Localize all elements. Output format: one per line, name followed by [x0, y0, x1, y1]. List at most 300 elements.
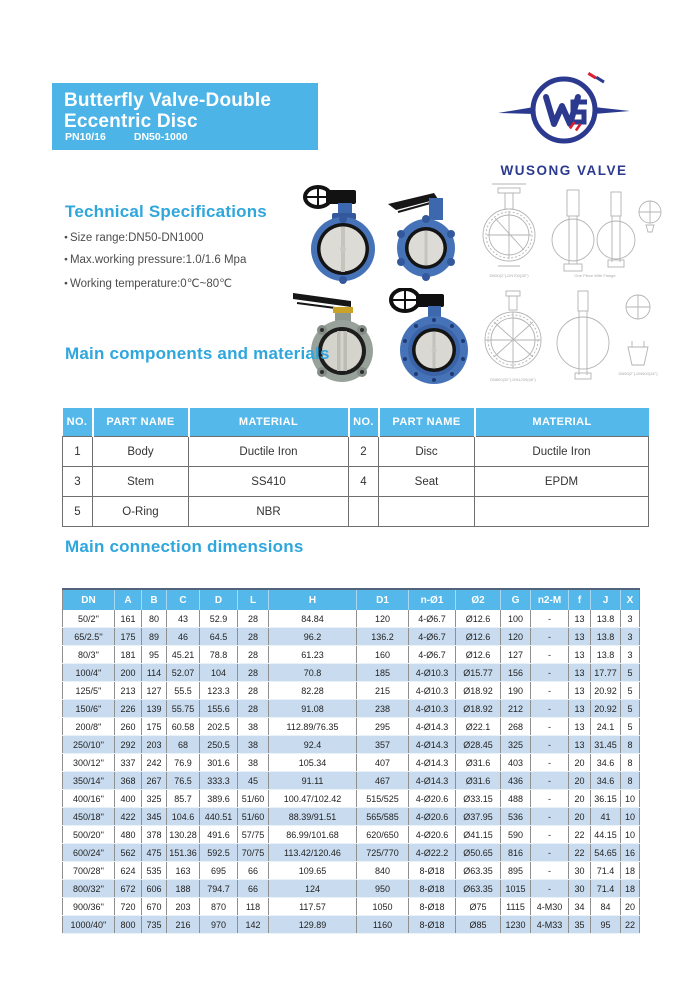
table-cell: 24.1 — [591, 718, 621, 736]
column-header: f — [569, 589, 591, 610]
table-cell: - — [531, 700, 569, 718]
table-cell: 50/2'' — [63, 610, 115, 628]
table-cell: 60.58 — [167, 718, 200, 736]
table-cell: 4-Ø14.3 — [409, 772, 456, 790]
column-header: D1 — [357, 589, 409, 610]
table-cell: Ø22.1 — [456, 718, 501, 736]
table-cell: 44.15 — [591, 826, 621, 844]
valve-drawing-bottom-icon — [468, 285, 665, 390]
table-cell: 950 — [357, 880, 409, 898]
table-cell: 70/75 — [238, 844, 269, 862]
table-cell: 1160 — [357, 916, 409, 934]
table-cell: 389.6 — [200, 790, 238, 808]
table-cell: 400 — [115, 790, 142, 808]
table-cell: 151.36 — [167, 844, 200, 862]
table-cell: Ø12.6 — [456, 628, 501, 646]
table-cell: 202.5 — [200, 718, 238, 736]
table-cell: 407 — [357, 754, 409, 772]
table-cell: Ø12.6 — [456, 610, 501, 628]
table-cell: 242 — [142, 754, 167, 772]
table-row — [63, 497, 649, 527]
table-cell: 325 — [142, 790, 167, 808]
column-header: C — [167, 589, 200, 610]
table-cell: 1000/40'' — [63, 916, 115, 934]
table-cell: 104.6 — [167, 808, 200, 826]
table-cell: 22 — [621, 916, 640, 934]
table-cell: 488 — [501, 790, 531, 808]
column-header: J — [591, 589, 621, 610]
table-cell: 28 — [238, 664, 269, 682]
table-cell: 216 — [167, 916, 200, 934]
table-cell: 129.89 — [269, 916, 357, 934]
table-cell: 125/5'' — [63, 682, 115, 700]
table-cell: 82.28 — [269, 682, 357, 700]
table-cell: - — [531, 682, 569, 700]
column-header: n-Ø1 — [409, 589, 456, 610]
rating-row — [65, 131, 188, 143]
table-cell: 91.08 — [269, 700, 357, 718]
table-cell: 71.4 — [591, 880, 621, 898]
table-cell: 422 — [115, 808, 142, 826]
table-cell: 13 — [569, 646, 591, 664]
table-cell: 13 — [569, 610, 591, 628]
table-cell: 590 — [501, 826, 531, 844]
table-cell: - — [531, 826, 569, 844]
table-cell: Ø41.15 — [456, 826, 501, 844]
technical-drawing-bottom — [468, 285, 665, 390]
table-cell: 89 — [142, 628, 167, 646]
table-cell: 104 — [200, 664, 238, 682]
table-cell: 735 — [142, 916, 167, 934]
column-header: D — [200, 589, 238, 610]
table-cell: 100/4'' — [63, 664, 115, 682]
table-cell: 8-Ø18 — [409, 880, 456, 898]
table-cell: 127 — [142, 682, 167, 700]
drawing-caption: DN800(32'')-DN1200(48'') — [490, 377, 536, 382]
table-row — [63, 718, 640, 736]
table-cell: 624 — [115, 862, 142, 880]
table-cell: 22 — [569, 826, 591, 844]
table-cell: 100 — [501, 610, 531, 628]
table-cell: 139 — [142, 700, 167, 718]
table-cell: 54.65 — [591, 844, 621, 862]
table-cell: 51/60 — [238, 790, 269, 808]
table-cell: 1015 — [501, 880, 531, 898]
table-cell: 70.8 — [269, 664, 357, 682]
table-cell: 436 — [501, 772, 531, 790]
table-cell: 8 — [621, 754, 640, 772]
table-cell: 4-Ø20.6 — [409, 790, 456, 808]
technical-drawing-top — [468, 180, 665, 285]
table-cell: 86.99/101.68 — [269, 826, 357, 844]
table-cell: 114 — [142, 664, 167, 682]
table-cell: 22 — [569, 844, 591, 862]
table-cell: 260 — [115, 718, 142, 736]
table-cell: 8-Ø18 — [409, 898, 456, 916]
table-cell: - — [531, 808, 569, 826]
table-cell: 76.5 — [167, 772, 200, 790]
table-cell: Ø63.35 — [456, 862, 501, 880]
table-cell: 5 — [621, 664, 640, 682]
table-cell: 46 — [167, 628, 200, 646]
table-cell: 95 — [591, 916, 621, 934]
table-cell: 190 — [501, 682, 531, 700]
table-cell: 295 — [357, 718, 409, 736]
table-cell: 4-Ø20.6 — [409, 808, 456, 826]
butterfly-valve-gear-image — [298, 183, 386, 286]
table-cell: 4-Ø22.2 — [409, 844, 456, 862]
table-cell: 606 — [142, 880, 167, 898]
table-row — [63, 808, 640, 826]
table-cell: Ø75 — [456, 898, 501, 916]
drawing-caption: DN50(2'')-DN700(28'') — [489, 273, 529, 278]
table-cell: 13.8 — [591, 610, 621, 628]
table-cell: 700/28'' — [63, 862, 115, 880]
table-cell: 91.11 — [269, 772, 357, 790]
table-cell: 64.5 — [200, 628, 238, 646]
table-cell: - — [531, 772, 569, 790]
table-cell: 96.2 — [269, 628, 357, 646]
table-cell: Ø63.35 — [456, 880, 501, 898]
wusong-logo-icon — [488, 66, 640, 158]
table-cell: Seat — [379, 467, 475, 497]
butterfly-valve-lever-image — [388, 190, 460, 286]
table-cell: Disc — [379, 437, 475, 467]
table-cell: 900/36'' — [63, 898, 115, 916]
column-header: MATERIAL — [189, 408, 349, 437]
table-cell: 163 — [167, 862, 200, 880]
table-cell: 400/16'' — [63, 790, 115, 808]
table-cell: 4-Ø10.3 — [409, 664, 456, 682]
table-cell: 720 — [115, 898, 142, 916]
butterfly-valve-flanged-image — [388, 288, 476, 388]
table-cell: 500/20'' — [63, 826, 115, 844]
table-cell: 30 — [569, 880, 591, 898]
table-cell: 80 — [142, 610, 167, 628]
table-cell: 215 — [357, 682, 409, 700]
table-cell: Ductile Iron — [475, 437, 649, 467]
table-cell: 118 — [238, 898, 269, 916]
table-cell: - — [531, 664, 569, 682]
column-header: n2-M — [531, 589, 569, 610]
table-cell: 5 — [621, 718, 640, 736]
table-row — [63, 862, 640, 880]
column-header: NO. — [63, 408, 93, 437]
table-cell: 18 — [621, 880, 640, 898]
spec-item: ● Working temperature:0℃~80℃ — [64, 276, 246, 290]
table-cell: 4-Ø14.3 — [409, 754, 456, 772]
table-cell: 794.7 — [200, 880, 238, 898]
table-cell: 670 — [142, 898, 167, 916]
table-cell: 3 — [621, 628, 640, 646]
table-cell — [349, 497, 379, 527]
table-cell: 345 — [142, 808, 167, 826]
table-cell: 3 — [621, 646, 640, 664]
column-header: B — [142, 589, 167, 610]
table-cell: 35 — [569, 916, 591, 934]
table-cell: 13 — [569, 718, 591, 736]
table-row — [63, 467, 649, 497]
table-cell: 85.7 — [167, 790, 200, 808]
table-cell: 136.2 — [357, 628, 409, 646]
table-cell: 84 — [591, 898, 621, 916]
table-cell: Ø31.6 — [456, 754, 501, 772]
column-header: H — [269, 589, 357, 610]
table-cell: 31.45 — [591, 736, 621, 754]
table-cell: 175 — [115, 628, 142, 646]
butterfly-valve-lever-gray-image — [293, 283, 388, 386]
table-cell: 124 — [269, 880, 357, 898]
table-cell: 203 — [142, 736, 167, 754]
table-cell: 3 — [63, 467, 93, 497]
table-cell: 562 — [115, 844, 142, 862]
company-logo — [488, 66, 640, 178]
table-cell: 325 — [501, 736, 531, 754]
dimensions-header-row — [63, 589, 640, 610]
table-cell: - — [531, 646, 569, 664]
table-cell: 250.5 — [200, 736, 238, 754]
table-cell: 160 — [357, 646, 409, 664]
table-cell: - — [531, 610, 569, 628]
table-row — [63, 790, 640, 808]
table-cell: 8 — [621, 736, 640, 754]
page-title-line1: Butterfly Valve-Double — [64, 90, 272, 111]
components-table — [62, 408, 649, 527]
table-cell: 155.6 — [200, 700, 238, 718]
table-cell: 212 — [501, 700, 531, 718]
column-header: L — [238, 589, 269, 610]
drawing-caption: One Piece With Flange — [574, 273, 616, 278]
table-cell: - — [531, 628, 569, 646]
table-cell: SS410 — [189, 467, 349, 497]
pressure-rating: PN10/16 — [65, 131, 106, 143]
table-cell: 55.75 — [167, 700, 200, 718]
table-cell: 357 — [357, 736, 409, 754]
table-cell: - — [531, 844, 569, 862]
table-cell: 5 — [621, 700, 640, 718]
table-cell: 52.07 — [167, 664, 200, 682]
table-cell: 13 — [569, 664, 591, 682]
table-cell: 203 — [167, 898, 200, 916]
table-cell: 17.77 — [591, 664, 621, 682]
table-cell: 16 — [621, 844, 640, 862]
table-cell: - — [531, 754, 569, 772]
table-cell: 337 — [115, 754, 142, 772]
drawing-caption: DN50(2'')-DN600(24'') — [618, 371, 658, 376]
table-cell: 200/8'' — [63, 718, 115, 736]
table-cell: 4-Ø10.3 — [409, 700, 456, 718]
table-cell: 41 — [591, 808, 621, 826]
table-cell — [379, 497, 475, 527]
column-header: PART NAME — [379, 408, 475, 437]
spec-list — [64, 232, 246, 300]
table-cell: - — [531, 790, 569, 808]
table-cell: 28 — [238, 610, 269, 628]
table-cell: 28 — [238, 700, 269, 718]
components-heading: Main components and materials — [65, 344, 330, 363]
table-cell: 10 — [621, 826, 640, 844]
table-row — [63, 437, 649, 467]
table-cell: Ø15.77 — [456, 664, 501, 682]
table-cell: 620/650 — [357, 826, 409, 844]
table-cell: 150/6'' — [63, 700, 115, 718]
table-cell: 130.28 — [167, 826, 200, 844]
table-cell: 480 — [115, 826, 142, 844]
table-cell: Stem — [93, 467, 189, 497]
table-cell: 238 — [357, 700, 409, 718]
table-cell: 301.6 — [200, 754, 238, 772]
table-cell: 28 — [238, 628, 269, 646]
table-cell: 600/24'' — [63, 844, 115, 862]
table-cell: Ø85 — [456, 916, 501, 934]
table-cell: 120 — [357, 610, 409, 628]
table-row — [63, 700, 640, 718]
table-cell: Ductile Iron — [189, 437, 349, 467]
table-cell: 350/14'' — [63, 772, 115, 790]
dimensions-table — [62, 588, 640, 934]
column-header: Ø2 — [456, 589, 501, 610]
valve-drawing-top-icon — [468, 180, 665, 285]
table-row — [63, 664, 640, 682]
table-cell: 300/12'' — [63, 754, 115, 772]
column-header: DN — [63, 589, 115, 610]
table-cell: 250/10'' — [63, 736, 115, 754]
table-cell: 4-Ø10.3 — [409, 682, 456, 700]
table-cell: 800/32'' — [63, 880, 115, 898]
table-row — [63, 682, 640, 700]
table-row — [63, 898, 640, 916]
table-cell: 870 — [200, 898, 238, 916]
table-cell: 536 — [501, 808, 531, 826]
table-cell: 333.3 — [200, 772, 238, 790]
table-cell: 8 — [621, 772, 640, 790]
table-cell: 403 — [501, 754, 531, 772]
table-cell: 491.6 — [200, 826, 238, 844]
table-cell: 1050 — [357, 898, 409, 916]
table-row — [63, 646, 640, 664]
table-cell: - — [531, 718, 569, 736]
table-cell: 368 — [115, 772, 142, 790]
table-cell: 38 — [238, 736, 269, 754]
table-cell: 200 — [115, 664, 142, 682]
table-cell: 88.39/91.51 — [269, 808, 357, 826]
table-cell: 66 — [238, 880, 269, 898]
table-cell: 20 — [621, 898, 640, 916]
table-cell: 5 — [63, 497, 93, 527]
table-cell — [475, 497, 649, 527]
valve-photo-lever-blue — [388, 190, 460, 286]
table-cell: 71.4 — [591, 862, 621, 880]
table-cell: Body — [93, 437, 189, 467]
table-cell: 592.5 — [200, 844, 238, 862]
table-cell: Ø50.65 — [456, 844, 501, 862]
table-cell: 3 — [621, 610, 640, 628]
table-cell: 142 — [238, 916, 269, 934]
table-cell: 4 — [349, 467, 379, 497]
table-cell: 78.8 — [200, 646, 238, 664]
table-cell: 5 — [621, 682, 640, 700]
table-cell: 45 — [238, 772, 269, 790]
column-header: PART NAME — [93, 408, 189, 437]
table-cell: 34 — [569, 898, 591, 916]
table-cell: 226 — [115, 700, 142, 718]
table-cell: 725/770 — [357, 844, 409, 862]
table-cell: 34.6 — [591, 772, 621, 790]
column-header: MATERIAL — [475, 408, 649, 437]
table-cell: 378 — [142, 826, 167, 844]
table-cell: 117.57 — [269, 898, 357, 916]
table-cell: 840 — [357, 862, 409, 880]
table-cell: 18 — [621, 862, 640, 880]
table-cell: Ø37.95 — [456, 808, 501, 826]
table-cell: 4-Ø14.3 — [409, 718, 456, 736]
dimensions-heading: Main connection dimensions — [65, 537, 304, 556]
table-cell: 895 — [501, 862, 531, 880]
table-cell: 970 — [200, 916, 238, 934]
table-cell: 105.34 — [269, 754, 357, 772]
table-cell: 467 — [357, 772, 409, 790]
table-cell: 2 — [349, 437, 379, 467]
table-cell: 1 — [63, 437, 93, 467]
header-banner — [52, 83, 318, 150]
company-name: WUSONG VALVE — [500, 163, 628, 178]
table-cell: 8-Ø18 — [409, 862, 456, 880]
table-cell: 8-Ø18 — [409, 916, 456, 934]
table-cell: 28 — [238, 682, 269, 700]
column-header: NO. — [349, 408, 379, 437]
table-cell: 20 — [569, 808, 591, 826]
table-row — [63, 628, 640, 646]
table-cell: 156 — [501, 664, 531, 682]
table-cell: 43 — [167, 610, 200, 628]
table-cell: 4-Ø6.7 — [409, 628, 456, 646]
table-cell: 120 — [501, 628, 531, 646]
spec-item: ● Size range:DN50-DN1000 — [64, 232, 246, 244]
table-cell: 20 — [569, 772, 591, 790]
table-cell: 440.51 — [200, 808, 238, 826]
table-cell: 13 — [569, 628, 591, 646]
table-cell: Ø12.6 — [456, 646, 501, 664]
size-range-rating: DN50-1000 — [133, 131, 188, 143]
page-title-line2: Eccentric Disc — [64, 111, 198, 132]
table-cell: 76.9 — [167, 754, 200, 772]
table-cell: 112.89/76.35 — [269, 718, 357, 736]
table-cell: 10 — [621, 808, 640, 826]
table-cell: 4-M30 — [531, 898, 569, 916]
table-cell: 175 — [142, 718, 167, 736]
valve-photo-lever-gray — [293, 283, 388, 386]
table-cell: 515/525 — [357, 790, 409, 808]
table-cell: 4-M33 — [531, 916, 569, 934]
technical-specifications-heading: Technical Specifications — [65, 202, 267, 221]
table-cell: 1230 — [501, 916, 531, 934]
table-cell: 51/60 — [238, 808, 269, 826]
table-cell: 450/18'' — [63, 808, 115, 826]
table-row — [63, 772, 640, 790]
table-cell: - — [531, 862, 569, 880]
table-cell: 38 — [238, 754, 269, 772]
table-cell: 800 — [115, 916, 142, 934]
table-cell: 13 — [569, 700, 591, 718]
table-cell: 185 — [357, 664, 409, 682]
table-cell: 20.92 — [591, 682, 621, 700]
table-cell: 127 — [501, 646, 531, 664]
table-cell: 475 — [142, 844, 167, 862]
table-cell: 68 — [167, 736, 200, 754]
table-row — [63, 844, 640, 862]
table-cell: 30 — [569, 862, 591, 880]
table-cell: O-Ring — [93, 497, 189, 527]
